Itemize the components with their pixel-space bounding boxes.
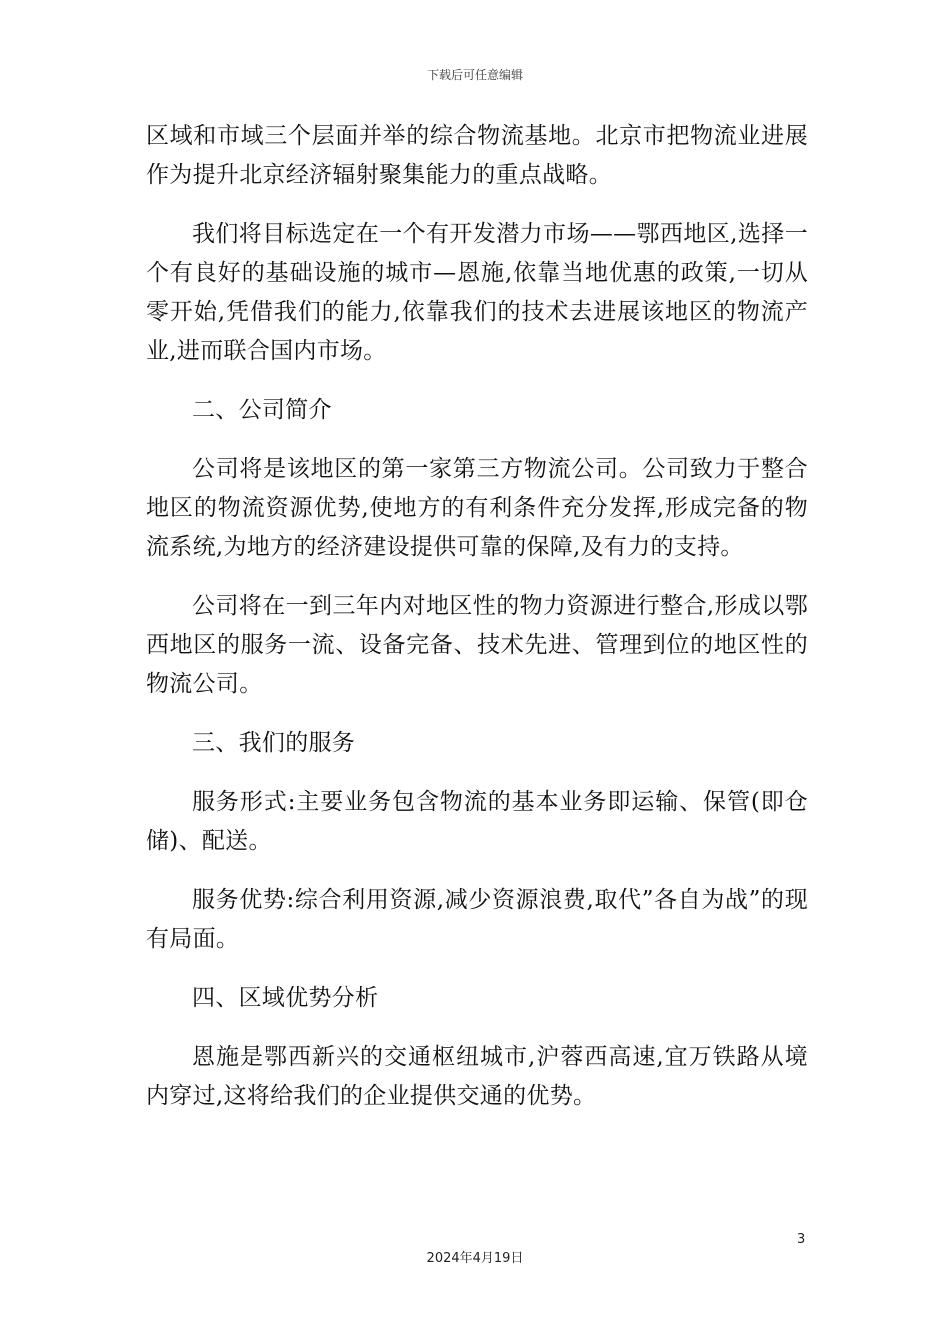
paragraph: 恩施是鄂西新兴的交通枢纽城市,沪蓉西高速,宜万铁路从境内穿过,这将给我们的企业提供交通的优势。 xyxy=(146,1044,808,1109)
paragraph: 服务形式:主要业务包含物流的基本业务即运输、保管(即仓储)、配送。 xyxy=(146,789,808,854)
footer-date: 2024年4月19日 xyxy=(426,1251,524,1266)
paragraph: 服务优势:综合利用资源,减少资源浪费,取代”各自为战”的现有局面。 xyxy=(146,887,808,952)
document-body xyxy=(146,117,808,1136)
section-heading: 二、公司简介 xyxy=(192,397,332,423)
section-heading: 三、我们的服务 xyxy=(192,730,356,756)
page-number: 3 xyxy=(797,1232,806,1247)
page-header: 下载后可任意编辑 xyxy=(426,68,523,82)
paragraph: 我们将目标选定在一个有开发潜力市场——鄂西地区,选择一个有良好的基础设施的城市—恩施,依靠当地优惠的政策,一切从零开始,凭借我们的能力,依靠我们的技术去进展该地区的物流产业,进而联合国内市场。 xyxy=(146,221,808,364)
paragraph: 公司将在一到三年内对地区性的物力资源进行整合,形成以鄂西地区的服务一流、设备完备、技术先进、管理到位的地区性的物流公司。 xyxy=(146,593,808,697)
section-heading: 四、区域优势分析 xyxy=(192,985,379,1011)
paragraph: 公司将是该地区的第一家第三方物流公司。公司致力于整合地区的物流资源优势,使地方的有利条件充分发挥,形成完备的物流系统,为地方的经济建设提供可靠的保障,及有力的支持。 xyxy=(146,456,808,560)
paragraph: 区域和市域三个层面并举的综合物流基地。北京市把物流业进展作为提升北京经济辐射聚集能力的重点战略。 xyxy=(146,123,808,188)
